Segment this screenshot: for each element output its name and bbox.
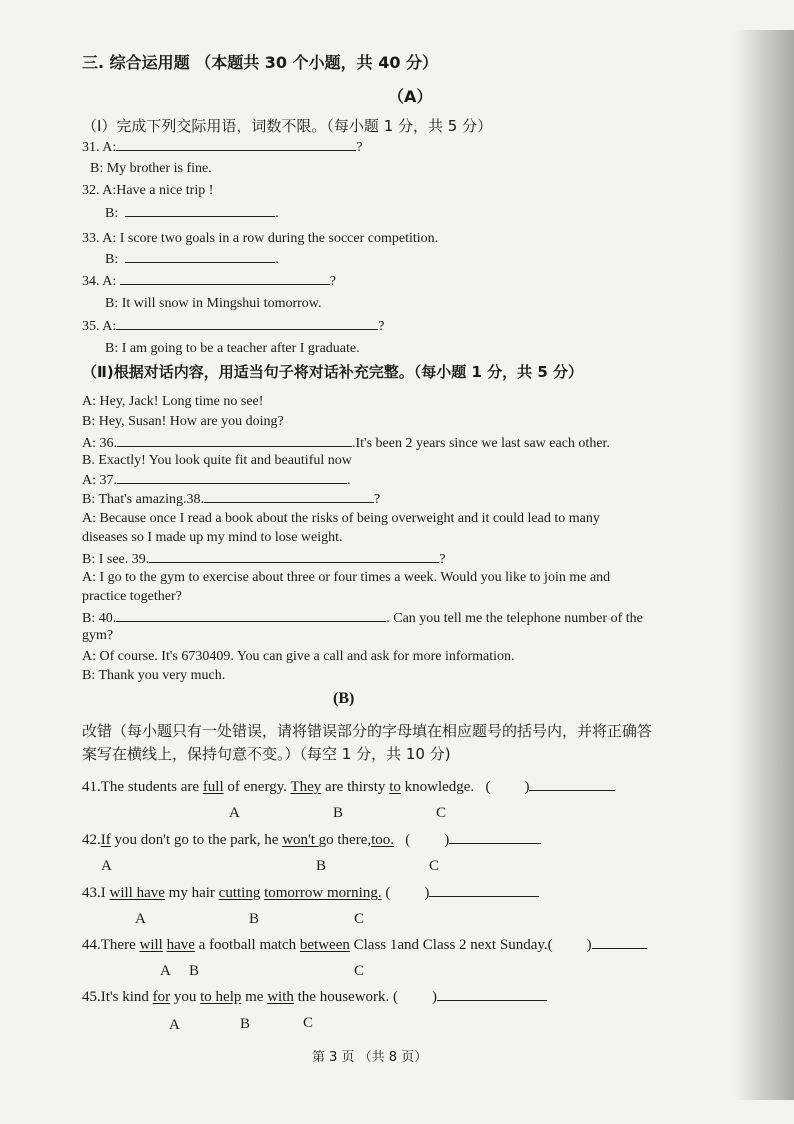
part-a1-instructions: （Ⅰ）完成下列交际用语，词数不限。（每小题 1 分，共 5 分） [82, 117, 493, 135]
dialog-line-1: A: Hey, Jack! Long time no see! [82, 394, 264, 409]
q40-label: B: 40. [82, 611, 117, 626]
q32-end: . [275, 206, 279, 221]
q34-mark: ? [329, 274, 336, 289]
q42-mid-2: go there, [318, 832, 372, 848]
dialog-line-14: A: Of course. It's 6730409. You can give a call and ask for more information. [82, 649, 515, 664]
q43-letter-c: C [354, 911, 365, 927]
q44-part-b: have [166, 937, 195, 953]
q43-start: 43.I [82, 885, 110, 901]
q37-label: A: 37. [82, 473, 117, 488]
q44-start: 44.There [82, 937, 140, 953]
q45-part-b: to help [200, 989, 242, 1005]
q45-letter-c: C [303, 1015, 314, 1031]
q43-part-a: will have [109, 885, 165, 901]
q45-mid-1: you [170, 989, 201, 1005]
dialog-line-6 [82, 490, 380, 508]
q32-blank[interactable] [125, 204, 275, 217]
q32-a: 32. A:Have a nice trip ! [82, 183, 214, 198]
q32-b [105, 204, 279, 222]
q33-b [105, 250, 279, 268]
q31-blank[interactable] [116, 138, 356, 151]
q38-label: B: That's amazing.38. [82, 492, 205, 507]
q43-paren-right: ) [424, 885, 430, 901]
q36-label: A: 36. [82, 436, 117, 451]
q44-mid-3: Class 1and Class 2 next Sunday. [349, 937, 548, 953]
q41-part-c: to [389, 779, 401, 795]
q41-part-b: They [290, 779, 322, 795]
q44-sentence [82, 936, 647, 954]
q43-paren-left: ( [385, 885, 391, 901]
q45-letter-b: B [240, 1016, 251, 1032]
q33-end: . [275, 252, 279, 267]
q43-mid-1: my hair [164, 885, 219, 901]
q44-paren-left: ( [547, 937, 553, 953]
section-title: 三. 综合运用题 （本题共 30 个小题，共 40 分） [82, 53, 439, 72]
q41-paren-right: ) [524, 779, 530, 795]
q39-label: B: I see. 39. [82, 552, 150, 567]
q45-letter-a: A [169, 1017, 180, 1033]
q42-letter-c: C [429, 858, 440, 874]
q43-letter-b: B [249, 911, 260, 927]
dialog-line-7: A: Because once I read a book about the risks of being overweight and it could lead to many [82, 511, 600, 526]
q42-letter-a: A [101, 858, 112, 874]
q44-letter-c: C [354, 963, 365, 979]
page-footer: 第 3 页 （共 8 页） [312, 1050, 428, 1065]
q41-letter-b: B [333, 805, 344, 821]
q38-end: ? [374, 492, 381, 507]
q42-mid-1: you don't go to the park, he [110, 832, 283, 848]
q42-letter-b: B [316, 858, 327, 874]
q43-letter-a: A [135, 911, 146, 927]
q39-blank[interactable] [149, 550, 439, 563]
q41-part-a: full [202, 779, 224, 795]
q43-part-b: cutting [218, 885, 261, 901]
q35-a [82, 317, 384, 335]
part-b-instructions-1: 改错（每小题只有一处错误，请将错误部分的字母填在相应题号的括号内，并将正确答 [82, 722, 653, 740]
q31-b: B: My brother is fine. [90, 161, 212, 176]
q45-paren-right: ) [432, 989, 438, 1005]
dialog-line-12-rest: . Can you tell me the telephone number of the [386, 611, 643, 626]
q39-end: ? [439, 552, 446, 567]
q35-mark: ? [378, 319, 385, 334]
dialog-line-13: gym? [82, 628, 114, 643]
dialog-line-4: B. Exactly! You look quite fit and beautiful now [82, 453, 352, 468]
q45-part-c: with [267, 989, 294, 1005]
q42-correction-blank[interactable] [449, 831, 541, 844]
q33-b-label: B: [105, 252, 119, 267]
q45-part-a: for [152, 989, 171, 1005]
q34-label: 34. A: [82, 274, 117, 289]
scan-shadow-edge [734, 30, 794, 1100]
q34-b: B: It will snow in Mingshui tomorrow. [105, 296, 322, 311]
q34-a [82, 272, 336, 290]
q44-mid-2: a football match [194, 937, 300, 953]
q42-sentence [82, 831, 541, 849]
q36-blank[interactable] [117, 434, 352, 447]
q45-paren-left: ( [393, 989, 399, 1005]
q38-blank[interactable] [204, 490, 374, 503]
q35-b: B: I am going to be a teacher after I graduate. [105, 341, 360, 356]
q41-letter-a: A [229, 805, 240, 821]
q45-start: 45.It's kind [82, 989, 153, 1005]
q44-letter-a: A [160, 963, 171, 979]
q41-correction-blank[interactable] [529, 778, 615, 791]
dialog-line-2: B: Hey, Susan! How are you doing? [82, 414, 284, 429]
q43-sentence [82, 884, 539, 902]
q45-sentence [82, 988, 547, 1006]
dialog-line-5 [82, 471, 351, 489]
q44-paren-right: ) [586, 937, 592, 953]
q32-b-label: B: [105, 206, 119, 221]
q45-mid-2: me [241, 989, 268, 1005]
dialog-line-10: A: I go to the gym to exercise about three or four times a week. Would you like to join me and [82, 570, 611, 585]
dialog-line-3-rest: .It's been 2 years since we last saw each other. [352, 436, 610, 451]
q41-mid-2: are thirsty [321, 779, 390, 795]
q40-blank[interactable] [116, 609, 386, 622]
q44-letter-b: B [189, 963, 200, 979]
q41-mid-3: knowledge. [400, 779, 475, 795]
dialog-line-8: diseases so I made up my mind to lose weight. [82, 530, 343, 545]
q44-part-a: will [139, 937, 163, 953]
q33-a: 33. A: I score two goals in a row during the soccer competition. [82, 231, 439, 246]
q35-label: 35. A: [82, 319, 117, 334]
q31-mark: ? [356, 140, 363, 155]
dialog-line-3 [82, 434, 610, 452]
part-b-heading: (B) [333, 690, 355, 707]
q43-part-c: tomorrow morning. [264, 885, 382, 901]
q33-blank[interactable] [125, 250, 275, 263]
q41-letter-c: C [436, 805, 447, 821]
part-b-instructions-2: 案写在横线上，保持句意不变。）（每空 1 分，共 10 分) [82, 745, 451, 763]
q42-paren-left: ( [405, 832, 411, 848]
q42-part-c: too. [371, 832, 395, 848]
part-a2-instructions: （Ⅱ)根据对话内容，用适当句子将对话补充完整。（每小题 1 分，共 5 分） [82, 363, 584, 381]
q45-correction-blank[interactable] [437, 988, 547, 1001]
q42-paren-right: ) [444, 832, 450, 848]
q41-sentence [82, 778, 615, 796]
q31-label: 31. A: [82, 140, 117, 155]
q41-mid-1: of energy. [223, 779, 291, 795]
q42-start: 42. [82, 832, 101, 848]
q41-paren-left: ( [485, 779, 491, 795]
q31-a [82, 138, 362, 156]
q37-end: . [347, 473, 351, 488]
q43-correction-blank[interactable] [429, 884, 539, 897]
q44-part-c: between [299, 937, 350, 953]
dialog-line-11: practice together? [82, 589, 182, 604]
q44-correction-blank[interactable] [592, 936, 647, 949]
q37-blank[interactable] [117, 471, 347, 484]
dialog-line-12 [82, 609, 643, 627]
q45-mid-3: the housework. [293, 989, 390, 1005]
q42-part-b: won't [282, 832, 319, 848]
part-a-heading: （A） [388, 87, 433, 106]
dialog-line-15: B: Thank you very much. [82, 668, 226, 683]
dialog-line-9 [82, 550, 445, 568]
q34-blank[interactable] [120, 272, 330, 285]
q42-part-a: If [100, 832, 111, 848]
q35-blank[interactable] [116, 317, 378, 330]
q41-start: 41.The students are [82, 779, 203, 795]
